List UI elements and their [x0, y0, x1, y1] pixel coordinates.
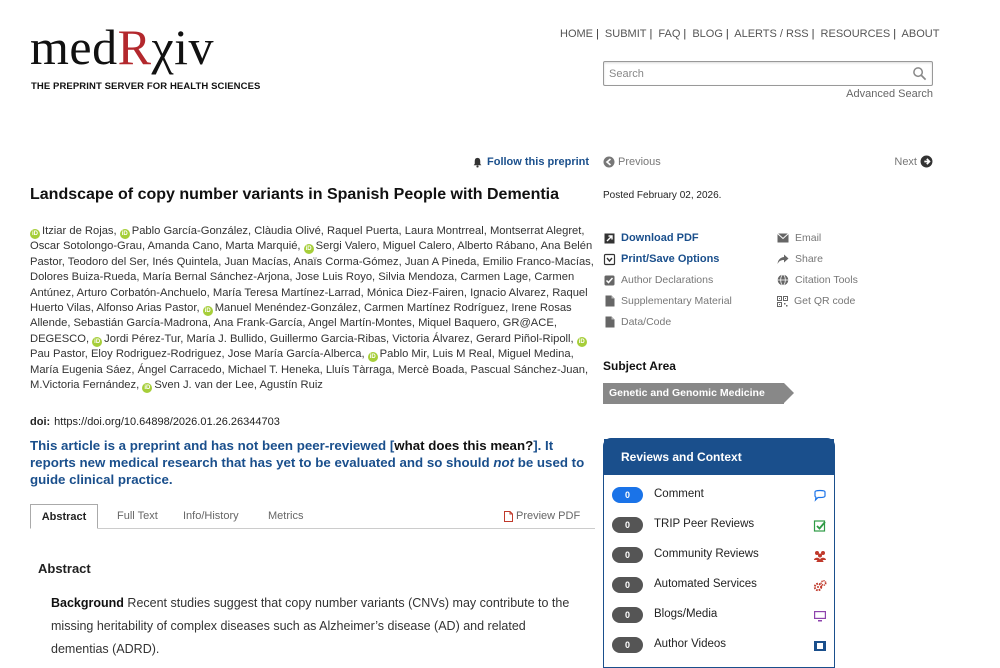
- author-declarations-label: Author Declarations: [621, 274, 714, 286]
- author-separator: ,: [372, 271, 379, 284]
- film-icon: [813, 639, 827, 653]
- supplementary-material-link[interactable]: [605, 295, 732, 307]
- doi-line: [30, 416, 280, 428]
- author-separator: ,: [136, 271, 143, 284]
- nav-resources[interactable]: RESOURCES: [820, 28, 891, 40]
- author-name[interactable]: Angel Martín-Montes: [308, 317, 412, 330]
- notice-text: This article is a preprint and has not been peer-reviewed [: [30, 438, 395, 453]
- search-icon[interactable]: [912, 66, 927, 81]
- review-row-label: Automated Services: [654, 578, 757, 590]
- download-pdf-icon: [604, 233, 615, 244]
- author-separator: ,: [320, 225, 328, 237]
- top-navigation: [560, 28, 940, 40]
- author-separator: ,: [287, 255, 294, 268]
- author-name[interactable]: Lluís Tàrraga: [325, 363, 392, 376]
- subject-area-tag[interactable]: [603, 383, 793, 404]
- author-separator: ,: [476, 255, 483, 268]
- author-separator: ,: [584, 363, 589, 376]
- author-name[interactable]: Ana Belén Pastor: [30, 240, 593, 268]
- author-separator: ,: [398, 225, 405, 237]
- author-separator: ,: [463, 286, 471, 299]
- qr-code-icon: [777, 296, 788, 307]
- author-separator: ,: [534, 240, 541, 253]
- data-code-link[interactable]: [605, 316, 671, 328]
- notice-emphasis: not: [493, 455, 515, 470]
- author-name[interactable]: M.Victoria Fernández: [30, 379, 137, 392]
- logo-text-med: med: [30, 19, 118, 75]
- author-separator: ,: [90, 302, 97, 315]
- nav-faq[interactable]: FAQ: [658, 28, 681, 40]
- orcid-icon[interactable]: iD: [144, 385, 151, 392]
- author-name[interactable]: Guillermo Garcia-Ribas: [269, 332, 387, 345]
- review-row-label: Author Videos: [654, 638, 727, 650]
- author-name[interactable]: Emilio Franco-Macías: [482, 255, 591, 268]
- doi-label: doi:: [30, 416, 51, 428]
- author-name[interactable]: María Bernal Sánchez-Arjona: [142, 271, 290, 284]
- abstract-paragraph: [51, 592, 581, 661]
- author-separator: ,: [360, 286, 367, 299]
- pdf-file-icon: [504, 511, 513, 522]
- doi-link[interactable]: https://doi.org/10.64898/2026.01.26.26344703: [54, 416, 280, 428]
- author-name[interactable]: Ana Frank-García: [213, 317, 303, 330]
- author-separator: ,: [146, 255, 153, 268]
- author-name[interactable]: Carmen Lage: [460, 271, 529, 284]
- orcid-icon[interactable]: iD: [121, 231, 128, 237]
- globe-icon: [777, 274, 789, 286]
- nav-home[interactable]: HOME: [560, 28, 593, 40]
- author-separator: ,: [131, 363, 138, 376]
- subject-area-heading: Subject Area: [603, 359, 676, 373]
- nav-separator: |: [893, 28, 897, 40]
- author-name[interactable]: Clàudia Olivé: [254, 225, 321, 237]
- author-name[interactable]: Ángel Carracedo: [137, 363, 222, 376]
- author-name[interactable]: Ignacio Alvarez: [470, 286, 546, 299]
- author-list: [30, 224, 595, 393]
- author-declarations-link[interactable]: [604, 274, 713, 286]
- author-name[interactable]: Jose María García-Alberca: [227, 348, 362, 361]
- author-name[interactable]: Anaïs Corma-Gómez: [293, 255, 399, 268]
- author-separator: ,: [297, 240, 304, 253]
- author-separator: ,: [206, 286, 213, 299]
- author-separator: ,: [496, 317, 503, 330]
- logo-text-xiv: χiv: [151, 19, 215, 75]
- qr-code-link[interactable]: [777, 295, 855, 307]
- notice-text: be used to guide clinical practice.: [30, 455, 585, 487]
- nav-submit[interactable]: SUBMIT: [604, 28, 647, 40]
- preview-pdf-label: Preview PDF: [516, 510, 581, 522]
- author-name[interactable]: Jordi Pérez-Tur: [104, 332, 181, 345]
- author-name[interactable]: Agustín Ruiz: [259, 379, 323, 392]
- author-separator: ,: [113, 225, 120, 237]
- article-tabs: [30, 504, 595, 529]
- email-icon: [777, 233, 789, 243]
- author-name[interactable]: Mercè Boada: [397, 363, 465, 376]
- nav-about[interactable]: ABOUT: [901, 28, 940, 40]
- author-separator: ,: [84, 348, 91, 361]
- author-separator: ,: [528, 271, 535, 284]
- author-name[interactable]: Pablo García-González: [131, 225, 249, 237]
- gears-icon: [813, 579, 827, 593]
- tab-full-text[interactable]: Full Text: [117, 510, 158, 522]
- author-separator: ,: [469, 332, 476, 345]
- author-separator: ,: [391, 363, 398, 376]
- previous-arrow-icon: [603, 156, 615, 168]
- print-save-options-link[interactable]: [604, 253, 719, 265]
- reviews-and-context-panel: [603, 438, 835, 668]
- author-name[interactable]: Laura Montrreal: [404, 225, 484, 237]
- next-label: Next: [894, 155, 917, 168]
- author-separator: ,: [67, 317, 74, 330]
- author-separator: ,: [302, 317, 309, 330]
- print-save-options-label: Print/Save Options: [621, 253, 720, 265]
- data-code-label: Data/Code: [621, 316, 672, 328]
- author-name[interactable]: Alfonso Arias Pastor: [96, 302, 197, 315]
- count-badge: 0: [612, 517, 643, 533]
- count-badge: 0: [612, 577, 643, 593]
- author-name[interactable]: Miguel Calero: [382, 240, 452, 253]
- medrxiv-logo[interactable]: [30, 19, 215, 75]
- tag-arrow: [784, 383, 794, 403]
- author-separator: ,: [545, 286, 553, 299]
- author-name[interactable]: Carmen Antúnez: [30, 271, 575, 299]
- author-name[interactable]: Juan A Pineda: [404, 255, 477, 268]
- author-name[interactable]: Itziar de Rojas: [42, 225, 114, 237]
- download-pdf-link[interactable]: [604, 232, 699, 244]
- author-name[interactable]: Gerard Piñol-Ripoll: [476, 332, 571, 345]
- author-name[interactable]: Luis M Real: [432, 348, 492, 361]
- nav-separator: |: [811, 28, 815, 40]
- author-name[interactable]: Miguel Medina: [497, 348, 571, 361]
- author-name[interactable]: María Teresa Martínez-Larrad: [212, 286, 361, 299]
- author-separator: ,: [207, 317, 214, 330]
- author-separator: ,: [361, 348, 368, 361]
- author-separator: ,: [451, 240, 458, 253]
- comment-icon: [813, 489, 827, 503]
- logo-text-r: R: [117, 19, 152, 75]
- author-name[interactable]: Raquel Huerto Vilas: [30, 286, 588, 315]
- author-separator: ,: [263, 332, 270, 345]
- author-name[interactable]: Jose Luis Royo: [295, 271, 373, 284]
- author-separator: ,: [248, 225, 255, 237]
- logo-tagline: THE PREPRINT SERVER FOR HEALTH SCIENCES: [31, 81, 261, 92]
- orcid-icon[interactable]: iD: [369, 354, 376, 361]
- nav-blog[interactable]: BLOG: [692, 28, 723, 40]
- advanced-search-link[interactable]: Advanced Search: [846, 88, 933, 100]
- review-row-automated-services[interactable]: [612, 575, 827, 595]
- author-separator: ,: [319, 363, 326, 376]
- preview-pdf-link[interactable]: [504, 504, 580, 529]
- author-separator: ,: [85, 332, 93, 345]
- author-name[interactable]: Raquel Puerta: [327, 225, 399, 237]
- author-separator: ,: [141, 240, 148, 253]
- author-separator: ,: [454, 271, 461, 284]
- author-separator: ,: [553, 317, 557, 330]
- author-name[interactable]: Silvia Mendoza: [378, 271, 455, 284]
- author-name[interactable]: Sven J. van der Lee: [154, 379, 254, 392]
- citation-tools-label: Citation Tools: [795, 274, 858, 286]
- review-row-trip-peer-reviews[interactable]: [612, 515, 827, 535]
- review-row-label: Blogs/Media: [654, 608, 718, 620]
- author-name[interactable]: Inés Quintela: [152, 255, 219, 268]
- author-name[interactable]: Victoria Álvarez: [392, 332, 470, 345]
- author-separator: ,: [590, 255, 594, 268]
- document-icon: [605, 295, 615, 307]
- author-separator: ,: [505, 302, 512, 315]
- supplementary-material-label: Supplementary Material: [621, 295, 732, 307]
- author-name[interactable]: GR@ACE: [502, 317, 554, 330]
- author-name[interactable]: Montserrat Alegret: [489, 225, 582, 237]
- preprint-notice: [30, 437, 595, 488]
- author-separator: ,: [570, 348, 574, 361]
- nav-separator: |: [683, 28, 687, 40]
- review-row-label: Community Reviews: [654, 548, 759, 560]
- review-row-community-reviews[interactable]: [612, 545, 827, 565]
- email-link[interactable]: [777, 232, 821, 244]
- share-label: Share: [795, 253, 824, 265]
- author-name[interactable]: Irene Rosas Allende: [30, 302, 572, 330]
- share-icon: [777, 254, 789, 265]
- document-icon: [605, 316, 615, 328]
- orcid-icon[interactable]: iD: [32, 231, 38, 237]
- author-name[interactable]: Oscar Sotolongo-Grau: [30, 240, 142, 253]
- author-separator: ,: [386, 332, 393, 345]
- author-separator: ,: [221, 348, 228, 361]
- count-badge: 0: [612, 607, 643, 623]
- orcid-icon[interactable]: iD: [578, 338, 585, 345]
- author-separator: ,: [398, 255, 405, 268]
- review-row-label: TRIP Peer Reviews: [654, 518, 755, 530]
- review-row-blogs-media[interactable]: [612, 605, 827, 625]
- author-name[interactable]: Manuel Menéndez-González: [214, 302, 358, 315]
- author-separator: ,: [483, 225, 490, 237]
- abstract-heading: Abstract: [38, 561, 91, 576]
- count-badge: 0: [612, 487, 643, 503]
- count-badge: 0: [612, 637, 643, 653]
- author-separator: ,: [180, 332, 187, 345]
- author-separator: ,: [61, 255, 68, 268]
- author-name[interactable]: Miquel Baquero: [418, 317, 497, 330]
- review-row-label: Comment: [654, 488, 704, 500]
- author-separator: ,: [219, 240, 226, 253]
- orcid-icon[interactable]: iD: [204, 308, 211, 315]
- people-icon: [813, 549, 827, 563]
- follow-preprint-label: Follow this preprint: [487, 156, 590, 168]
- author-separator: ,: [196, 302, 203, 315]
- author-separator: ,: [136, 379, 143, 392]
- nav-separator: |: [596, 28, 599, 40]
- notice-text: ]. It reports new medical research that has yet to be evaluated and so should: [30, 438, 554, 470]
- tab-metrics[interactable]: Metrics: [268, 510, 304, 522]
- review-row-author-videos[interactable]: [612, 635, 827, 655]
- citation-tools-link[interactable]: [777, 274, 858, 286]
- author-name[interactable]: DEGESCO: [30, 332, 86, 345]
- author-separator: ,: [491, 348, 498, 361]
- author-name[interactable]: María Eugenia Sáez: [30, 363, 132, 376]
- download-pdf-label: Download PDF: [621, 232, 699, 244]
- author-name[interactable]: Sergi Valero: [315, 240, 377, 253]
- author-separator: ,: [581, 225, 585, 237]
- monitor-icon: [813, 609, 827, 623]
- article-title: Landscape of copy number variants in Spanish People with Dementia: [30, 186, 560, 203]
- author-separator: ,: [426, 348, 433, 361]
- reviews-and-context-title: Reviews and Context: [604, 439, 834, 475]
- author-name[interactable]: Pau Pastor: [30, 348, 85, 361]
- author-separator: ,: [376, 240, 383, 253]
- search-box: [603, 61, 933, 86]
- orcid-icon[interactable]: iD: [305, 246, 312, 253]
- author-name[interactable]: Amanda Cano: [147, 240, 220, 253]
- next-arrow-icon: [920, 155, 933, 168]
- author-separator: ,: [218, 255, 225, 268]
- author-name[interactable]: Juan Macías: [224, 255, 288, 268]
- previous-label: Previous: [618, 156, 661, 168]
- author-name[interactable]: Carmen Martínez Rodríguez: [363, 302, 506, 315]
- posted-date: Posted February 02, 2026.: [603, 190, 722, 201]
- what-does-this-mean-link[interactable]: what does this mean?: [394, 438, 534, 453]
- follow-preprint-button[interactable]: [472, 156, 589, 168]
- nav-alerts-rss[interactable]: ALERTS / RSS: [734, 28, 809, 40]
- author-separator: ,: [289, 271, 296, 284]
- author-name[interactable]: Alberto Rábano: [457, 240, 535, 253]
- search-input[interactable]: [604, 62, 904, 85]
- author-separator: ,: [464, 363, 471, 376]
- checkbox-icon: [604, 275, 615, 286]
- author-name[interactable]: Eloy Rodriguez-Rodriguez: [90, 348, 222, 361]
- author-name[interactable]: Arturo Corbatón-Anchuelo: [76, 286, 207, 299]
- orcid-icon[interactable]: iD: [94, 338, 101, 345]
- author-separator: ,: [411, 317, 419, 330]
- abstract-section-label: Background: [51, 596, 124, 610]
- author-name[interactable]: Pablo Mir: [379, 348, 427, 361]
- author-name[interactable]: Marta Marquié: [225, 240, 298, 253]
- author-separator: ,: [357, 302, 364, 315]
- author-name[interactable]: Pascual Sánchez-Juan: [470, 363, 585, 376]
- author-name[interactable]: Dolores Buiza-Rueda: [30, 271, 137, 284]
- qr-code-label: Get QR code: [794, 295, 856, 307]
- print-options-icon: [604, 254, 615, 265]
- bell-icon: [472, 157, 483, 168]
- previous-link[interactable]: [603, 156, 661, 168]
- author-name[interactable]: María J. Bullido: [186, 332, 264, 345]
- author-name[interactable]: Teodoro del Ser: [67, 255, 147, 268]
- tab-abstract[interactable]: Abstract: [30, 504, 98, 529]
- author-name[interactable]: Sebastián García-Madrona: [73, 317, 208, 330]
- author-name[interactable]: Michael T. Heneka: [227, 363, 320, 376]
- tab-info-history[interactable]: Info/History: [183, 510, 239, 522]
- author-separator: ,: [221, 363, 228, 376]
- check-icon: [813, 519, 827, 533]
- next-link[interactable]: [880, 155, 933, 168]
- review-row-comment[interactable]: [612, 485, 827, 505]
- author-separator: ,: [570, 332, 577, 345]
- subject-area-label: Genetic and Genomic Medicine: [603, 383, 784, 404]
- author-separator: ,: [253, 379, 260, 392]
- count-badge: 0: [612, 547, 643, 563]
- share-link[interactable]: [777, 253, 823, 265]
- nav-separator: |: [649, 28, 653, 40]
- nav-separator: |: [725, 28, 729, 40]
- email-label: Email: [795, 232, 822, 244]
- author-name[interactable]: Mónica Diez-Fairen: [366, 286, 464, 299]
- author-separator: ,: [71, 286, 77, 299]
- abstract-text: Recent studies suggest that copy number variants (CNVs) may contribute to the missing heritability of complex diseases such as Alzheimer’s disease (AD) and related dementias (ADRD).: [51, 596, 570, 656]
